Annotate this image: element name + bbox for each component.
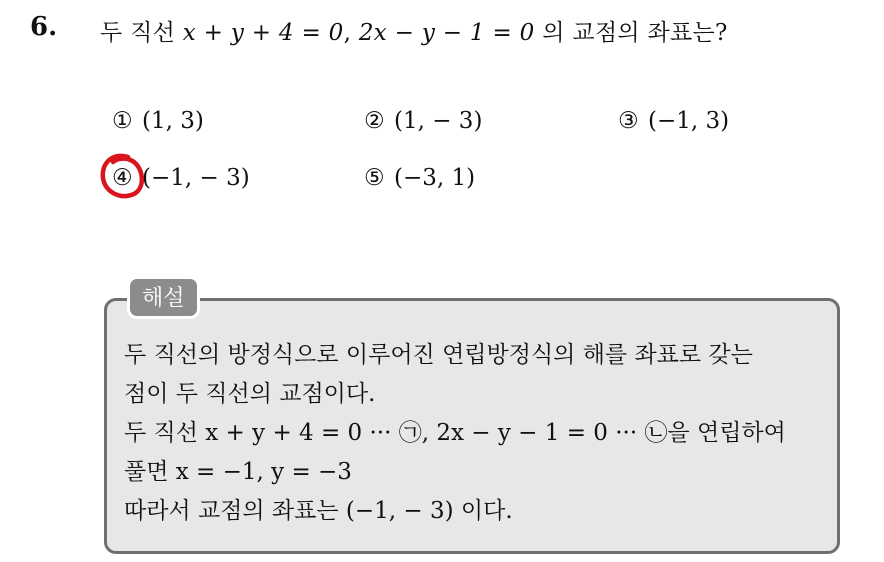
choice-value: (−1, − 3) [142,165,250,191]
explanation-line: 점이 두 직선의 교점이다. [124,381,376,407]
question-number: 6. [30,12,58,42]
choice-number: ⑤ [364,165,385,191]
choice-value: (1, − 3) [394,108,483,134]
choice-1[interactable] [112,108,204,134]
choice-2[interactable] [364,108,482,134]
choice-5[interactable] [364,165,475,191]
question-text [100,14,728,47]
question-text-post: 의 교점의 좌표는? [534,20,728,46]
choice-value: (1, 3) [142,108,204,134]
equation-1: x + y + 4 = 0 [182,20,344,46]
choice-number: ③ [618,108,639,134]
explanation-line: 두 직선의 방정식으로 이루어진 연립방정식의 해를 좌표로 갖는 [124,342,753,368]
equation-separator: , [343,20,359,46]
explanation-line: 풀면 x = −1, y = −3 [124,459,352,485]
choice-3[interactable] [618,108,729,134]
explanation-body [124,336,786,531]
explanation-line: 두 직선 x + y + 4 = 0 ··· ㉠, 2x − y − 1 = 0 ··· ㉡을 연립하여 [124,420,786,446]
explanation-tag: 해설 [127,276,200,319]
explanation-line: 따라서 교점의 좌표는 (−1, − 3) 이다. [124,498,513,524]
choice-number: ④ [112,165,133,191]
answer-circle-mark [98,150,148,202]
choice-number: ① [112,108,133,134]
choice-value: (−3, 1) [394,165,476,191]
equation-2: 2x − y − 1 = 0 [358,20,535,46]
question-text-pre: 두 직선 [100,20,183,46]
choice-number: ② [364,108,385,134]
choice-value: (−1, 3) [648,108,730,134]
